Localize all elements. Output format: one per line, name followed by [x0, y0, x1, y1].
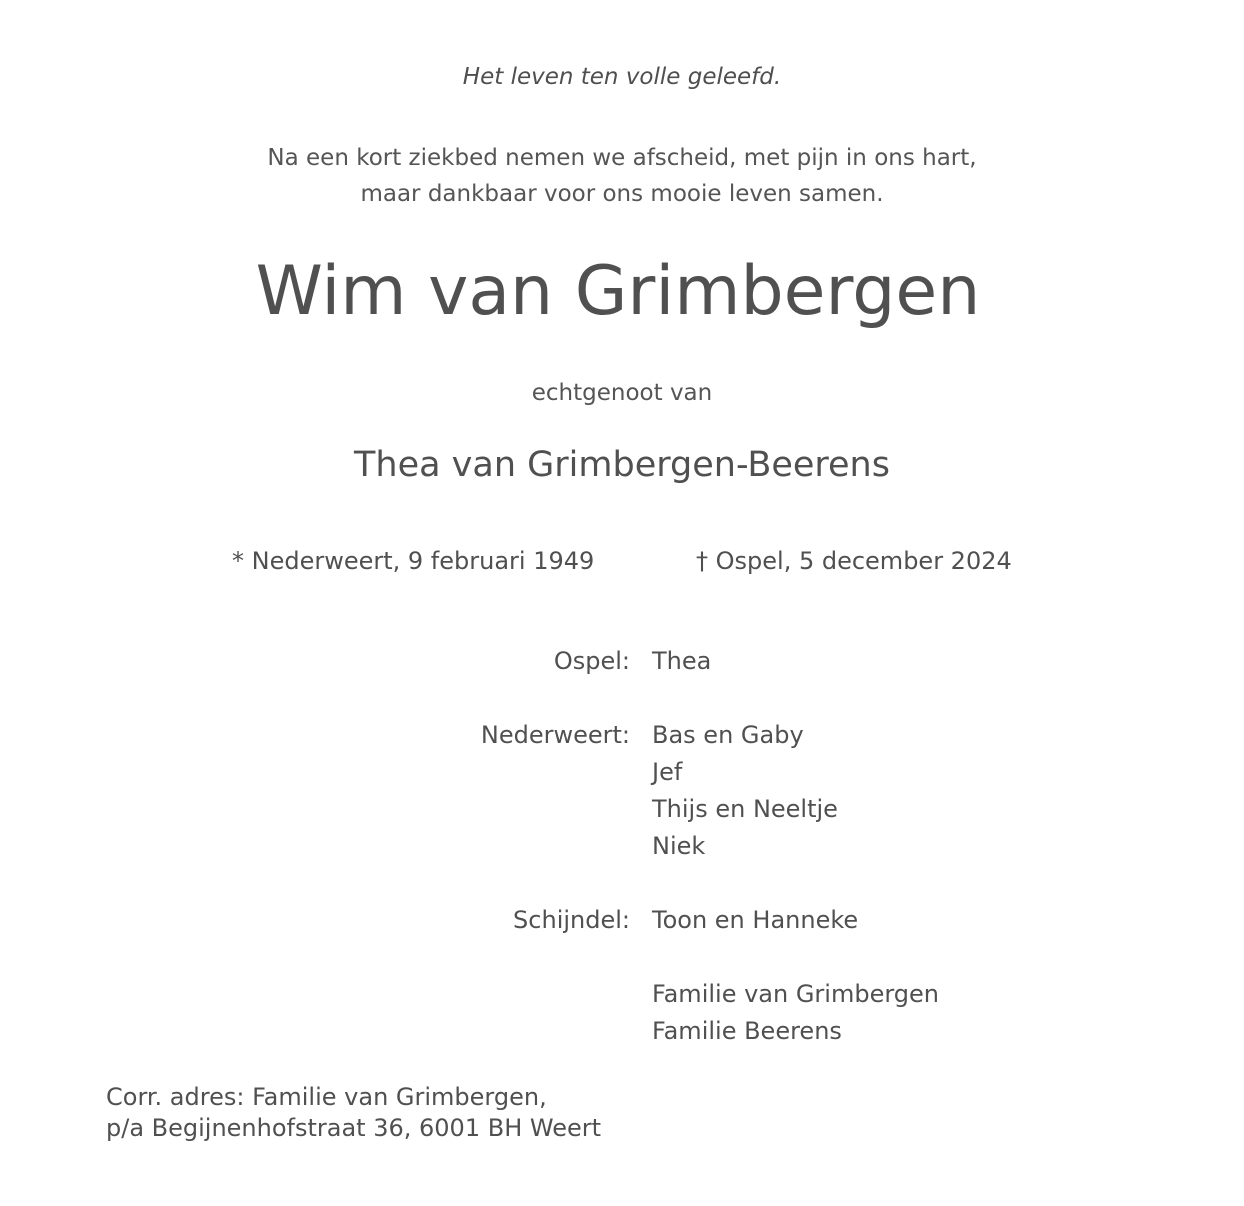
spouse-name: Thea van Grimbergen-Beerens [354, 445, 890, 485]
family-place: Ospel: [553, 647, 630, 675]
family-group [0, 643, 1244, 680]
family-group [0, 902, 1244, 939]
intro-line: Na een kort ziekbed nemen we afscheid, met pijn in ons hart, [267, 145, 977, 171]
relation-text: echtgenoot van [531, 380, 713, 406]
motto: Het leven ten volle geleefd. [462, 64, 782, 90]
family-group [0, 976, 1244, 1050]
family-member: Thijs en Neeltje [652, 795, 838, 823]
family-member: Niek [652, 832, 706, 860]
family-members [652, 902, 1244, 939]
correspondence-line: p/a Begijnenhofstraat 36, 6001 BH Weert [106, 1114, 601, 1142]
family-member: Toon en Hanneke [652, 906, 859, 934]
family-member: Thea [652, 647, 712, 675]
family-member: Bas en Gaby [652, 721, 804, 749]
intro-text [0, 140, 1244, 212]
family-members [652, 976, 1244, 1050]
family-group [0, 717, 1244, 865]
death-details: † Ospel, 5 december 2024 [696, 547, 1012, 575]
correspondence-address [106, 1082, 601, 1144]
family-list [0, 643, 1244, 1087]
family-place: Nederweert: [480, 721, 630, 749]
family-member: Familie Beerens [652, 1017, 842, 1045]
family-members [652, 643, 1244, 680]
family-place: Schijndel: [513, 906, 630, 934]
birth-details: * Nederweert, 9 februari 1949 [232, 547, 595, 575]
deceased-name: Wim van Grimbergen [255, 252, 981, 331]
family-member: Familie van Grimbergen [652, 980, 940, 1008]
family-member: Jef [652, 758, 683, 786]
correspondence-line: Corr. adres: Familie van Grimbergen, [106, 1083, 547, 1111]
family-members [652, 717, 1244, 865]
intro-line: maar dankbaar voor ons mooie leven samen. [360, 181, 884, 207]
